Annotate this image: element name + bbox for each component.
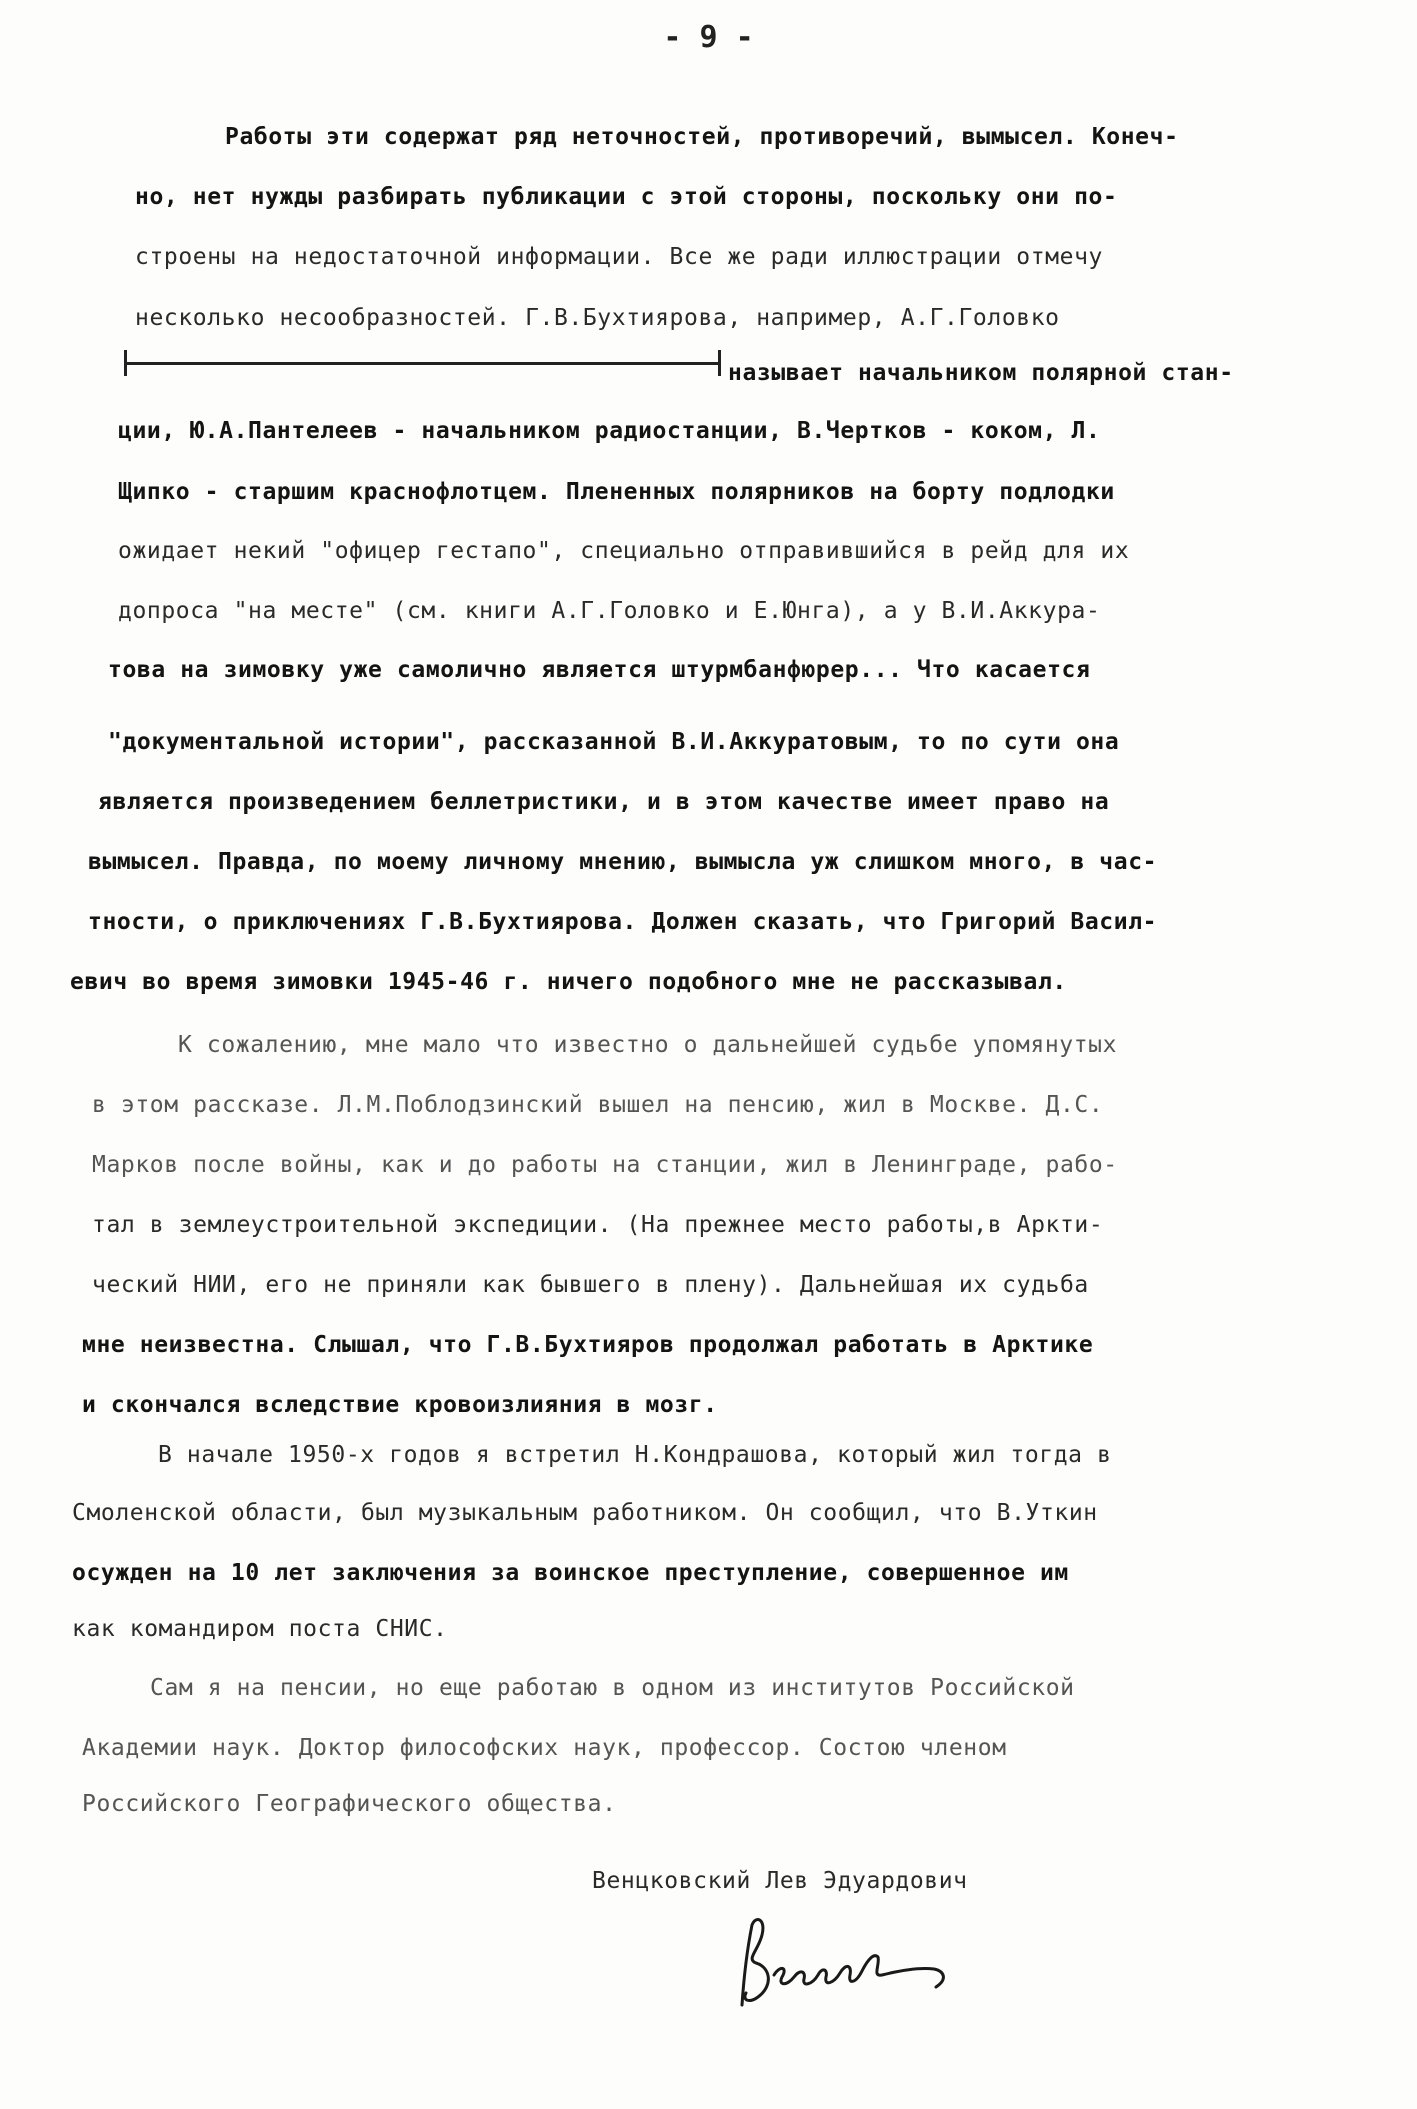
paragraph-3-line-2: Смоленской области, был музыкальным работником. Он сообщил, что В.Уткин — [72, 1500, 1098, 1526]
paragraph-2-line-6: мне неизвестна. Слышал, что Г.В.Бухтияров продолжал работать в Арктике — [82, 1332, 1094, 1358]
paragraph-1-line-13: вымысел. Правда, по моему личному мнению, вымысла уж слишком много, в час- — [88, 849, 1158, 875]
paragraph-2-line-1: К сожалению, мне мало что известно о дальнейшей судьбе упомянутых — [178, 1032, 1118, 1058]
handwritten-signature — [722, 1905, 962, 2035]
paragraph-2-line-5: ческий НИИ, его не приняли как бывшего в плену). Дальнейшая их судьба — [92, 1272, 1089, 1298]
paragraph-1-line-15: евич во время зимовки 1945-46 г. ничего подобного мне не рассказывал. — [70, 969, 1067, 995]
paragraph-1-line-8: ожидает некий "офицер гестапо", специально отправившийся в рейд для их — [118, 538, 1130, 564]
paragraph-1-line-9: допроса "на месте" (см. книги А.Г.Головко и Е.Юнга), а у В.И.Аккура- — [118, 598, 1101, 624]
redaction-rule — [124, 362, 720, 365]
paragraph-2-line-3: Марков после войны, как и до работы на станции, жил в Ленинграде, рабо- — [92, 1152, 1118, 1178]
paragraph-1-line-14: тности, о приключениях Г.В.Бухтиярова. Должен сказать, что Григорий Васил- — [88, 909, 1158, 935]
paragraph-2-line-7: и скончался вследствие кровоизлияния в мозг. — [82, 1392, 718, 1418]
paragraph-4-line-3: Российского Географического общества. — [82, 1791, 617, 1817]
paragraph-3-line-3: осужден на 10 лет заключения за воинское преступление, совершенное им — [72, 1560, 1069, 1586]
paragraph-4-line-1: Сам я на пенсии, но еще работаю в одном из институтов Российской — [150, 1675, 1075, 1701]
paragraph-1-line-5: называет начальником полярной стан- — [728, 360, 1234, 386]
paragraph-1-line-10: това на зимовку уже самолично является штурмбанфюрер... Что касается — [108, 657, 1091, 683]
paragraph-1-line-3: строены на недостаточной информации. Все же ради иллюстрации отмечу — [135, 244, 1103, 270]
paragraph-3-line-1: В начале 1950-х годов я встретил Н.Кондрашова, который жил тогда в — [158, 1442, 1112, 1468]
paragraph-1-line-12: является произведением беллетристики, и в этом качестве имеет право на — [98, 789, 1110, 815]
redaction-rule-cap-right — [718, 350, 721, 376]
paragraph-1-line-2: но, нет нужды разбирать публикации с этой стороны, поскольку они по- — [135, 184, 1118, 210]
paragraph-1-line-6: ции, Ю.А.Пантелеев - начальником радиостанции, В.Чертков - коком, Л. — [118, 418, 1101, 444]
paragraph-1-line-4: несколько несообразностей. Г.В.Бухтиярова, например, А.Г.Головко — [135, 305, 1060, 331]
paragraph-2-line-2: в этом рассказе. Л.М.Поблодзинский вышел на пенсию, жил в Москве. Д.С. — [92, 1092, 1104, 1118]
paragraph-1-line-1: Работы эти содержат ряд неточностей, противоречий, вымысел. Конеч- — [225, 124, 1179, 150]
paragraph-2-line-4: тал в землеустроительной экспедиции. (На прежнее место работы,в Аркти- — [92, 1212, 1104, 1238]
signature-name: Венцковский Лев Эдуардович — [592, 1868, 968, 1894]
paragraph-1-line-7: Щипко - старшим краснофлотцем. Плененных полярников на борту подлодки — [118, 479, 1115, 505]
paragraph-3-line-4: как командиром поста СНИС. — [72, 1616, 448, 1642]
paragraph-4-line-2: Академии наук. Доктор философских наук, профессор. Состою членом — [82, 1735, 1007, 1761]
page-number: - 9 - — [663, 20, 754, 55]
paragraph-1-line-11: "документальной истории", рассказанной В.И.Аккуратовым, то по сути она — [108, 729, 1120, 755]
